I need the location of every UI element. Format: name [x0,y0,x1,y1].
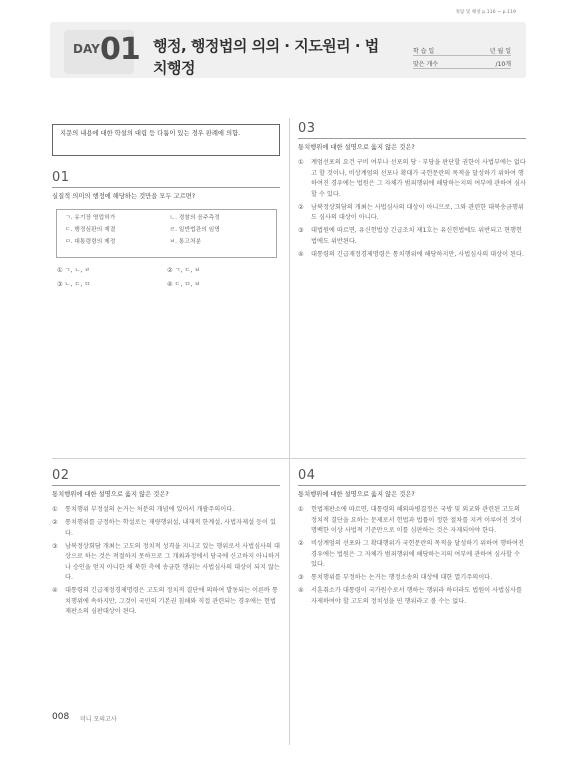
statement-item: ㄷ. 행정심판의 재결 [65,227,116,233]
option-item[interactable]: ④ ㄷ, ㅁ, ㅂ [167,281,201,288]
question-stem-04: 통치행위에 대한 설명으로 옳지 않은 것은? [298,491,415,498]
option-item[interactable]: ① 계엄선포의 요건 구비 여부나 선포의 당 · 부당을 판단할 권한이 사법부에는 없다고 할 것이나, 비상계엄의 선포나 확대가 국헌문란의 목적을 달성하기 위하여 행하여진 경우에는 법원은 그 자체가 범죄행위에 해당하는지의 여부에 관하여 심사할 수 있다. [298,159,526,198]
question-rule-01 [52,187,280,188]
day-label: DAY [73,42,100,56]
question-rule-02 [52,485,280,486]
statement-item: ㄱ. 유기장 영업허가 [65,215,116,221]
options-03 [298,158,526,263]
option-item[interactable]: ② ㄱ, ㄷ, ㅂ [167,267,201,274]
option-item[interactable]: ③ ㄴ, ㄷ, ㅁ [57,281,91,288]
question-stem-03: 통치행위에 대한 설명으로 옳지 않은 것은? [298,144,415,151]
question-stem-02: 통치행위에 대한 설명으로 옳지 않은 것은? [52,491,169,498]
option-item[interactable]: ④ 서훈취소가 대통령이 국가원수로서 행하는 행위라 하더라도 법원이 사법심사를 자제하여야 할 고도의 정치성을 띤 행위라고 볼 수는 없다. [298,587,523,605]
statement-box-01 [56,209,277,258]
correct-count-label: 맞은 개수 [413,61,439,68]
option-item[interactable]: ② 남북정상회담의 개최는 사법심사의 대상이 아니므로, 그와 관련한 대북송금행위도 심사의 대상이 아니다. [298,203,524,221]
option-item[interactable]: ② 비상계엄의 선포와 그 확대행위가 국헌문란의 목적을 달성하기 위하여 행하여진 경우에는 법원은 그 자체가 범죄행위에 해당하는지의 여부에 관하여 심사할 수 있다. [298,540,524,568]
instruction-box: 지문의 내용에 대한 학설의 대립 등 다툼이 있는 경우 판례에 의함. [52,124,280,156]
question-rule-03 [298,138,526,139]
correct-count-row [413,59,511,69]
options-04 [298,505,526,610]
question-rule-04 [298,485,526,486]
column-divider [289,118,290,745]
question-number-04: 04 [298,468,316,483]
day-number: 01 [100,32,140,67]
question-number-02: 02 [52,468,70,483]
question-number-03: 03 [298,121,316,136]
question-number-01: 01 [52,170,70,185]
option-item[interactable]: ③ 남북정상회담 개최는 고도의 정치적 성격을 지니고 있는 행위로서 사법심사의 대상으로 하는 것은 적절하지 못하므로 그 개최과정에서 당국에 신고하지 아니하거나 승인을 얻지 아니한 채 북한 측에 송금한 행위는 사법심사의 대상이 되지 않는다. [52,542,280,581]
book-title: 미니 모의고사 [80,716,117,723]
option-item[interactable]: ① 통치행위 부정설의 논거는 처분의 개념에 있어서 개괄주의이다. [52,506,235,513]
study-date-value: 년 월 일 [489,48,511,55]
option-item[interactable]: ② 통치행위를 긍정하는 학설로는 재량행위설, 내재적 한계설, 사법자제설 등이 있다. [52,519,276,537]
page-number: 008 [52,712,70,722]
page-title: 행정, 행정법의 의의 · 지도원리 · 법치행정 [153,37,379,77]
option-item[interactable]: ① 헌법재판소에 따르면, 대통령의 해외파병결정은 국방 및 외교와 관련된 고도의 정치적 결단을 요하는 문제로서 헌법과 법률이 정한 절차를 지켜 이루어진 것이 명백한 이상 사법적 기준만으로 이를 심판하는 것은 자제되어야 한다. [298,506,522,534]
row-divider [52,458,526,459]
study-date-row [413,46,511,56]
options-02 [52,505,280,620]
option-item[interactable]: ④ 대통령의 긴급재정경제명령은 고도의 정치적 결단에 의하여 발동되는 이른바 통치행위에 속하지만, 그것이 국민의 기본권 침해와 직접 관련되는 경우에는 헌법재판소의 심판대상이 된다. [52,587,278,615]
option-item[interactable]: ① ㄱ, ㄴ, ㄹ [57,267,91,274]
correct-count-value: /10개 [495,61,511,68]
statement-item: ㅁ. 대통령령의 제정 [65,239,116,245]
statement-item: ㅂ. 통고처분 [169,239,202,245]
option-item[interactable]: ④ 대통령의 긴급재정경제명령은 통치행위에 해당하지만, 사법심사의 대상이 된다. [298,250,524,258]
statement-item: ㄹ. 일반법관의 임명 [169,227,220,233]
study-date-label: 학 습 일 [413,48,435,55]
options-01 [57,266,277,290]
answer-reference: 정답 및 해설 p.116 ~ p.119 [455,10,516,15]
option-item[interactable]: ③ 통치행위를 부정하는 논거는 행정소송의 대상에 대한 열기주의이다. [298,574,493,581]
question-stem-01: 실질적 의미의 행정에 해당하는 것만을 모두 고르면? [52,193,196,200]
statement-item: ㄴ. 경찰의 음주측정 [169,215,220,221]
option-item[interactable]: ③ 대법원에 따르면, 유신헌법상 긴급조치 제1호는 유신헌법에도 위반되고 현행헌법에도 위반된다. [298,227,522,245]
study-record [413,46,511,72]
